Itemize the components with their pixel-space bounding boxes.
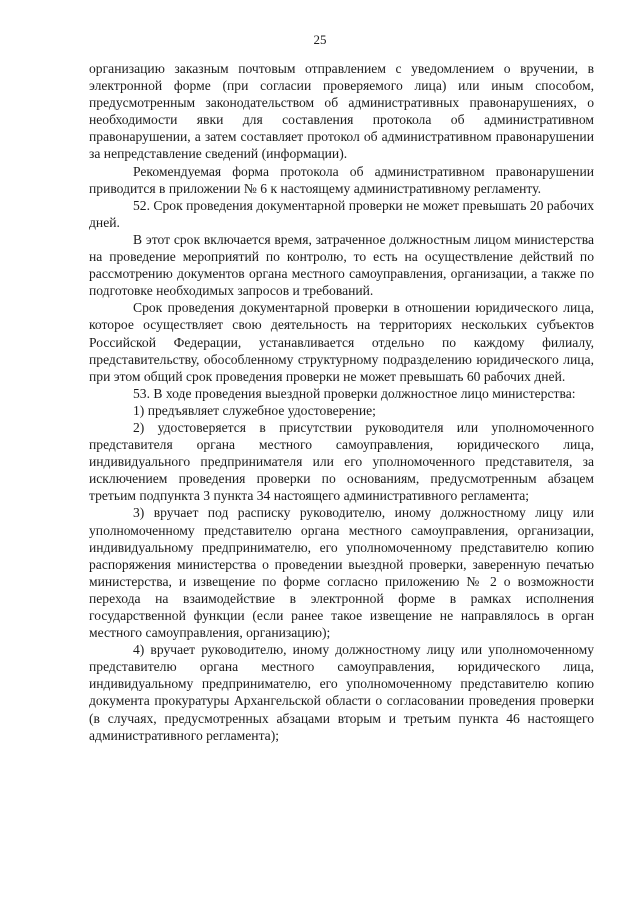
paragraph-52-period: В этот срок включается время, затраченное должностным лицом министерства на проведение мероприятий по контролю, то есть на осуществление действий по рассмотрению документов органа местного самоуправления, организации, а также по подготовке необходимых запросов и требований. (89, 231, 594, 299)
paragraph-protocol-form: Рекомендуемая форма протокола об административном правонарушении приводится в приложении № 6 к настоящему административному регламенту. (89, 163, 594, 196)
paragraph-53: 53. В ходе проведения выездной проверки должностное лицо министерства: (133, 385, 576, 401)
page-number: 25 (313, 32, 327, 47)
list-item-4: 4) вручает руководителю, иному должностному лицу или уполномоченному представителю органа местного самоуправления, юридического лица, индивидуальному предпринимателю, его уполномоченному представителю копию документа прокуратуры Архангельской области о согласовании проведения проверки (в случаях, предусмотренных абзацами вторым и третьим пункта 46 настоящего административного регламента); (89, 642, 594, 743)
paragraph-52-legal-entity: Срок проведения документарной проверки в отношении юридического лица, которое осуществляет свою деятельность на территориях нескольких субъектов Российской Федерации, устанавливается отдельно по каждому филиалу, представительству, обособленному структурному подразделению юридического лица, при этом общий срок проведения проверки не может превышать 60 рабочих дней. (89, 300, 594, 384)
list-item-2: 2) удостоверяется в присутствии руководителя или уполномоченного представителя органа местного самоуправления, юридического лица, индивидуального предпринимателя или его уполномоченного представителя, за исключением проведения проверки по основаниям, предусмотренным абзацем третьим подпункта 3 пункта 34 настоящего административного регламента; (89, 419, 594, 504)
paragraph-52: 52. Срок проведения документарной проверки не может превышать 20 рабочих дней. (89, 197, 594, 230)
paragraph-continuation: организацию заказным почтовым отправлением с уведомлением о вручении, в электронной форме (при согласии проверяемого лица) или иным способом, предусмотренным законодательством об административных правонарушениях, о необходимости явки для составления протокола об административном правонарушении, а затем составляет протокол об административном правонарушении за непредставление сведений (информации). (89, 61, 594, 162)
document-body (89, 60, 594, 744)
list-item-1: 1) предъявляет служебное удостоверение; (133, 402, 376, 418)
list-item-3: 3) вручает под расписку руководителю, иному должностному лицу или уполномоченному представителю органа местного самоуправления, организации, индивидуальному предпринимателю, его уполномоченному представителю копию распоряжения министерства о проведении выездной проверки, заверенную печатью министерства, и извещение по форме согласно приложению № 2 о возможности перехода на взаимодействие в электронной форме в рамках исполнения государственной функции (если ранее такое извещение не направлялось в орган местного самоуправления, организацию); (89, 505, 594, 641)
